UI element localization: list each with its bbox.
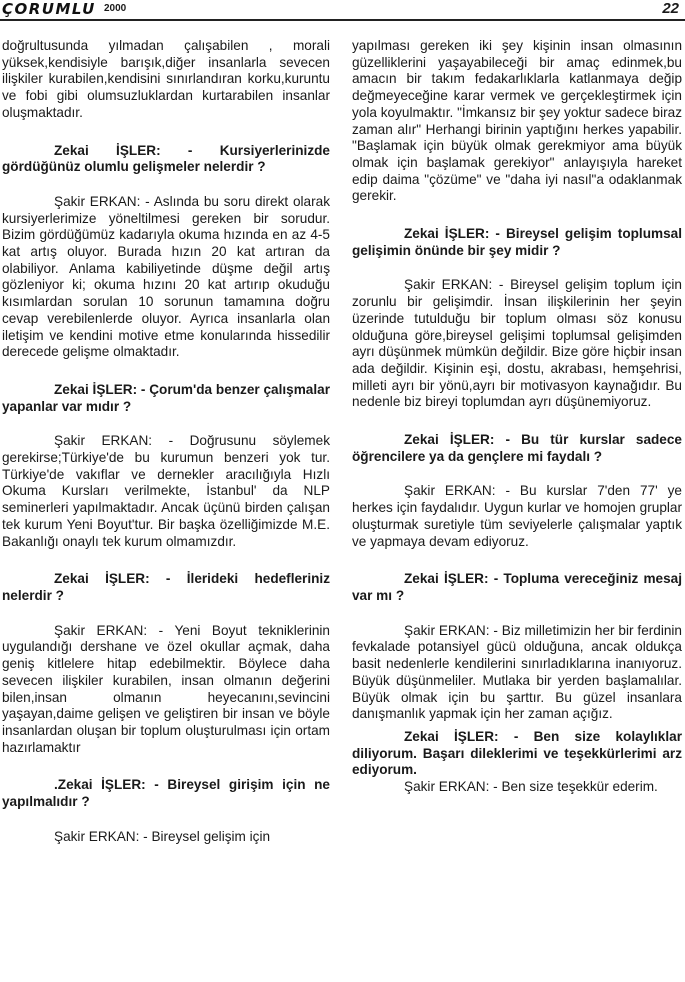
question (2, 571, 330, 604)
question (352, 226, 682, 259)
magazine-logo: ÇORUMLU (2, 0, 96, 18)
question-text: Zekai İŞLER: - Bireysel gelişim toplumsal gelişimin önünde bir şey midir ? (352, 226, 682, 258)
question (2, 143, 330, 176)
answer: Şakir ERKAN: - Ben size teşekkür ederim. (404, 779, 658, 795)
question (352, 432, 682, 465)
answer: Şakir ERKAN: - Aslında bu soru direkt olarak kursiyerlerimize yöneltilmesi gereken bir sorudur. Bizim gördüğümüz kadarıyla okuma hızında en az 4-5 kat artış oluyor. Burada hızın 20 kat artıran da olabiliyor. Anlama kabiliyetinde düşme değil artış gözleniyor ki; okuma hızını 20 kat artırıp okuduğu kısımlardan sorulan 10 sorunun tamamına doğru cevap verebilenlerde oluyor. Ayrıca insanlarla olan iletişim ve kendini motive etme konularında hissedilir derecede gelişme olmaktadır. (2, 193, 330, 360)
question-text: Zekai İŞLER: - Bu tür kurslar sadece öğrencilere ya da gençlere mi faydalı ? (352, 432, 682, 464)
page-number: 22 (662, 0, 679, 17)
answer: Şakir ERKAN: - Bireysel gelişim için (54, 828, 271, 844)
question (352, 729, 682, 779)
header-rule (0, 19, 685, 21)
question (2, 777, 330, 810)
answer: Şakir ERKAN: - Biz milletimizin her bir ferdinin fevkalade potansiyel gücü olduğuna, ancak oldukça basit nedenlerle kendilerini sınırladıklarına inanıyoruz. Büyük düşünmeliler. Mutlaka bir yerden başlamalılar. Büyük olmak için bu şarttır. Bu güzel insanlara danışmanlık yapmak için her zaman açığız. (352, 622, 682, 722)
answer: Şakir ERKAN: - Bu kurslar 7'den 77' ye herkes için faydalıdır. Uygun kurlar ve homojen gruplar oluşturmak suretiyle tüm seviyelerle çalışmalar yaptık ve yapmaya devam ediyoruz. (352, 483, 682, 549)
question-text: Zekai İŞLER: - Çorum'da benzer çalışmalar yapanlar var mıdır ? (2, 381, 330, 414)
paragraph: doğrultusunda yılmadan çalışabilen , morali yüksek,kendisiyle barışık,diğer insanlarla sevecen ilişkiler kurabilen,kendisini sınırlandıran korku,kuruntu ve fobi gibi olumsuzluklardan kurtarabilen insanlar oluşmaktadır. (2, 38, 330, 120)
question (352, 571, 682, 604)
answer: Şakir ERKAN: - Doğrusunu söylemek gerekirse;Türkiye'de bu kurumun benzeri yok tur. Türkiye'de vakıflar ve dernekler aracılığıyla Hızlı Okuma Kursları verilmekte, İstanbul' da NLP seminerleri yapılmaktadır. Ancak üçünü birden çalışan tek kurum Yeni Boyut'tur. Bir başka özelliğimizde M.E. Bakanlığı onaylı tek kurum olmamızdır. (2, 433, 330, 549)
question-text: Zekai İŞLER: - İlerideki hedefleriniz nelerdir ? (2, 571, 330, 603)
question-text: Zekai İŞLER: - Ben size kolaylıklar diliyorum. Başarı dileklerimi ve teşekkürlerimi arz ediyorum. (352, 728, 682, 778)
question-text: Zekai İŞLER: - Kursiyerlerinizde gördüğünüz olumlu gelişmeler nelerdir ? (2, 142, 330, 175)
question (2, 382, 330, 415)
question-text: .Zekai İŞLER: - Bireysel girişim için ne yapılmalıdır ? (2, 777, 330, 810)
left-column (2, 38, 330, 845)
right-column (352, 38, 682, 796)
answer: Şakir ERKAN: - Bireysel gelişim toplum için zorunlu bir gelişimdir. İnsan ilişkilerinin her şeyin üzerinde tutulduğu bir toplum olması söz konusu olduğuna göre,bireysel gelişimi toplumsal gelişimden ayrı düşünmek mümkün değildir. Bize göre hiçbir insan ada değildir. Kişinin eşi, dostu, akrabası, hemşehrisi, milleti ayrı bir yönü,ayrı bir motivasyon kaynağıdır. Bu nedenle biz bireyi toplumdan ayrı düşünemiyoruz. (352, 277, 682, 410)
issue-year: 2000 (104, 3, 127, 14)
page-header (0, 0, 685, 20)
paragraph: yapılması gereken iki şey kişinin insan olmasının güzelliklerini yaşayabileceği bir amaç edinmek,bu amacın bir takım fedakarlıklarla katlanmaya değip değmeyeceğine karar vermek ve gerçekleştirmek için yola koyulmaktır. "İmkansız bir şey yoktur sadece biraz zaman alır" Herhangi birinin yaptığını herkes yapabilir. "Başlamak için büyük olmak gerekmiyor ama büyük olmak için başlamak gerekiyor" anlayışıyla hareket edip daima "çözüme" ve "daha iyi nasıl"a odaklanmak gerekir. (352, 38, 682, 204)
question-text: Zekai İŞLER: - Topluma vereceğiniz mesaj var mı ? (352, 571, 682, 603)
answer: Şakir ERKAN: - Yeni Boyut tekniklerinin uygulandığı dershane ve özel okullar açmak, daha geniş kitlelere hitap edebilmektir. Böylece daha sevecen ilişkiler kurabilen, insan olmanın değerini bilen,insan olmanın heyecanını,sevincini yaşayan,daime gelişen ve geliştiren bir insan ve böyle insanlardan oluşan bir toplum oluşturulması için ortam hazırlamaktır (2, 622, 330, 755)
